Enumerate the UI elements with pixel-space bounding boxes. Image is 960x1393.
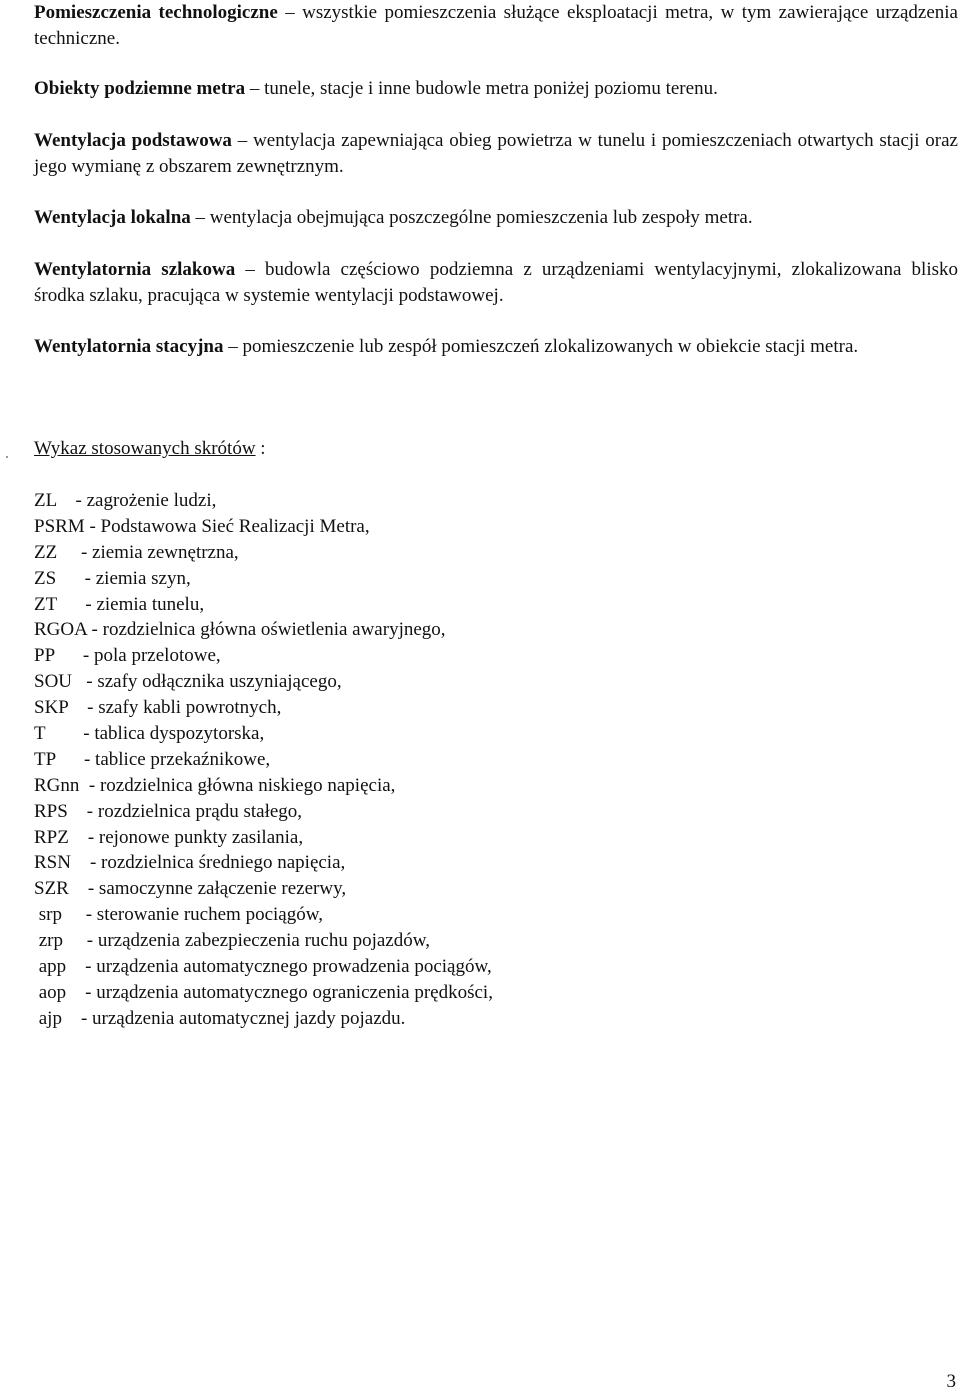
definition-station-ventilation-station: Wentylatornia stacyjna – pomieszczenie lub zespół pomieszczeń zlokalizowanych w obiekcie stacji metra. [34,336,859,357]
abbreviation-item: SKP - szafy kabli powrotnych, [34,697,282,719]
stray-mark [6,456,8,458]
abbreviations-list [34,488,493,1032]
abbreviation-item: RGnn - rozdzielnica główna niskiego napięcia, [34,774,396,796]
abbreviation-item: ZZ - ziemia zewnętrzna, [34,541,239,563]
abbreviation-item: PP - pola przelotowe, [34,645,221,667]
abbreviation-item: TP - tablice przekaźnikowe, [34,748,271,770]
abbreviation-item: RGOA - rozdzielnica główna oświetlenia awaryjnego, [34,619,446,641]
abbreviation-item: RSN - rozdzielnica średniego napięcia, [34,852,346,874]
abbreviation-item: zrp - urządzenia zabezpieczenia ruchu pojazdów, [34,930,430,952]
abbreviation-item: T - tablica dyspozytorska, [34,723,265,745]
abbreviation-item: RPS - rozdzielnica prądu stałego, [34,800,303,822]
abbreviation-item: SOU - szafy odłącznika uszyniającego, [34,671,342,693]
abbreviation-item: aop - urządzenia automatycznego ograniczenia prędkości, [34,981,493,1003]
definition-basic-ventilation: Wentylacja podstawowa – wentylacja zapewniająca obieg powietrza w tunelu i pomieszczeniach otwartych stacji oraz jego wymianę z obszarem zewnętrznym. [34,130,958,177]
definition-route-ventilation-station: Wentylatornia szlakowa – budowla częściowo podziemna z urządzeniami wentylacyjnymi, zlokalizowana blisko środka szlaku, pracująca w systemie wentylacji podstawowej. [34,259,958,306]
abbreviation-item: ZT - ziemia tunelu, [34,593,205,615]
abbreviation-item: app - urządzenia automatycznego prowadzenia pociągów, [34,956,492,978]
abbreviation-item: ZL - zagrożenie ludzi, [34,490,217,511]
abbreviation-item: ajp - urządzenia automatycznej jazdy pojazdu. [34,1007,406,1029]
abbreviations-heading: Wykaz stosowanych skrótów : [34,438,266,459]
definition-underground-objects: Obiekty podziemne metra – tunele, stacje i inne budowle metra poniżej poziomu terenu. [34,78,718,99]
abbreviation-item: ZS - ziemia szyn, [34,567,191,589]
abbreviation-item: PSRM - Podstawowa Sieć Realizacji Metra, [34,515,370,537]
abbreviation-item: SZR - samoczynne załączenie rezerwy, [34,878,347,900]
definition-local-ventilation: Wentylacja lokalna – wentylacja obejmująca poszczególne pomieszczenia lub zespoły metra. [34,207,753,228]
page-number: 3 [946,1371,956,1392]
definition-technological-rooms: Pomieszczenia technologiczne – wszystkie pomieszczenia służące eksploatacji metra, w tym zawierające urządzenia techniczne. [34,2,958,49]
abbreviation-item: srp - sterowanie ruchem pociągów, [34,904,323,926]
abbreviation-item: RPZ - rejonowe punkty zasilania, [34,826,304,848]
